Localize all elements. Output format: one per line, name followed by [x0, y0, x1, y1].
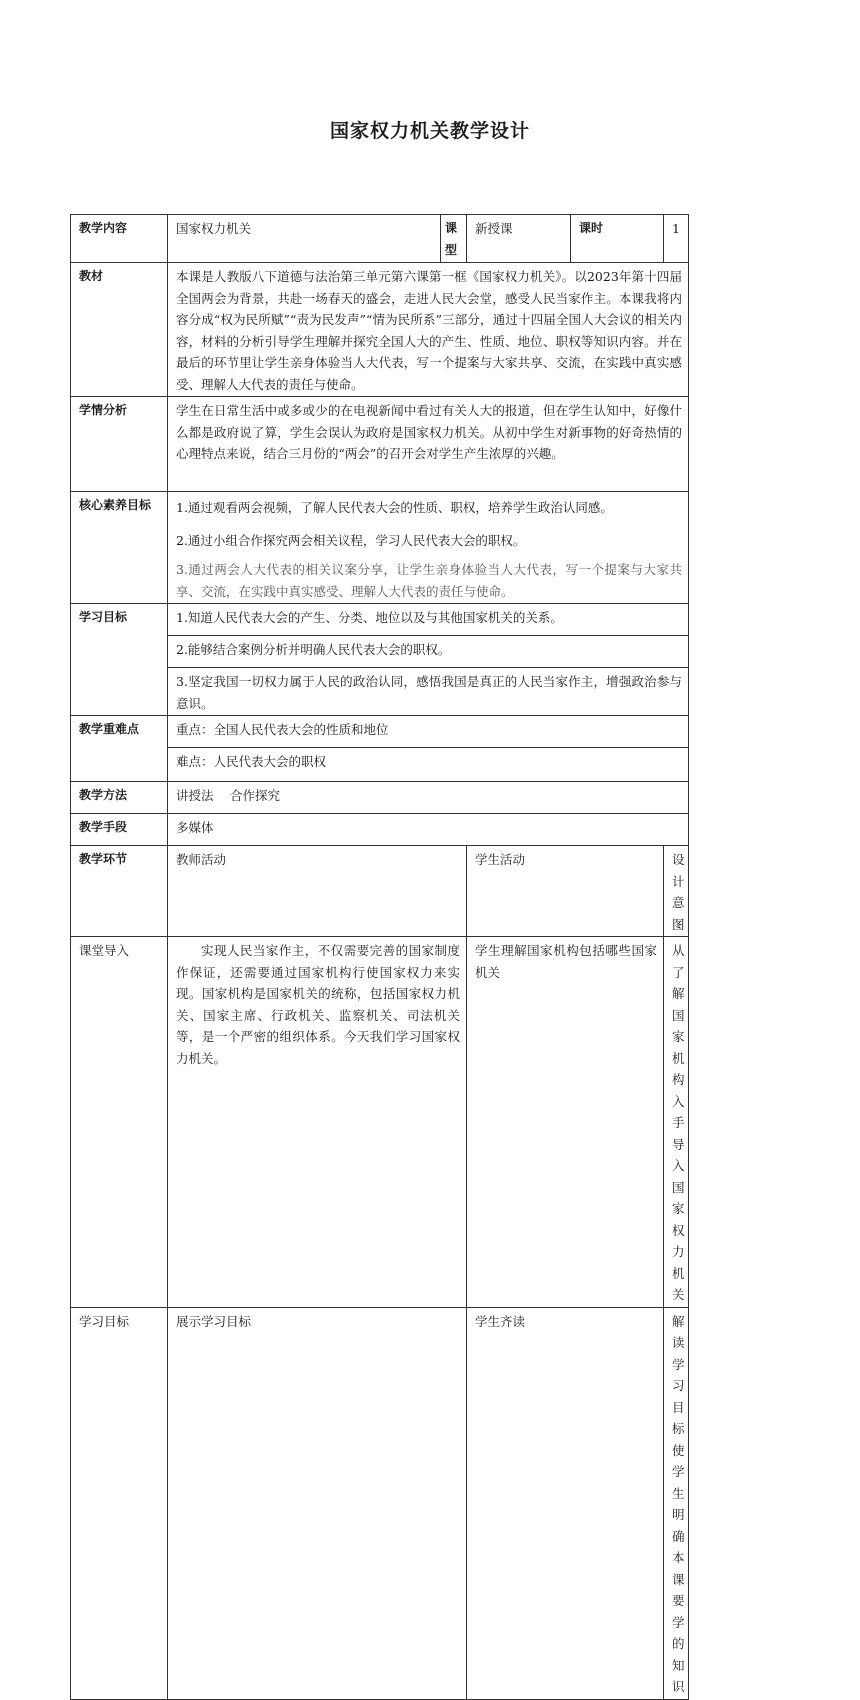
- hours-label: 课时: [571, 215, 664, 263]
- key-points-row: [71, 716, 689, 748]
- process-stage: 课堂导入: [71, 937, 168, 1308]
- student-activity: 学生齐读: [467, 1307, 664, 1699]
- core-literacy-item: 1.通过观看两会视频，了解人民代表大会的性质、职权，培养学生政治认同感。: [176, 500, 613, 515]
- hours-value: 1: [664, 215, 689, 263]
- method-label: 教学方法: [71, 782, 168, 814]
- learning-goals-label: 学习目标: [71, 604, 168, 716]
- design-intent: 解读学习目标使学生明确本课要学的知识: [664, 1307, 689, 1699]
- core-literacy-item: 2.通过小组合作探究两会相关议程，学习人民代表大会的职权。: [176, 532, 526, 548]
- means-value: 多媒体: [168, 814, 689, 846]
- type-label: 课型: [441, 215, 467, 263]
- core-literacy-cell: [168, 492, 689, 604]
- process-row: [71, 937, 689, 1308]
- process-stage: 学习目标: [71, 1307, 168, 1699]
- method-value: 讲授法 合作探究: [168, 782, 689, 814]
- content-label: 教学内容: [71, 215, 168, 263]
- method-row: [71, 782, 689, 814]
- textbook-row: [71, 263, 689, 397]
- core-literacy-row: [71, 492, 689, 604]
- core-literacy-label: 核心素养目标: [71, 492, 168, 604]
- type-value: 新授课: [467, 215, 571, 263]
- teacher-activity: 展示学习目标: [168, 1307, 467, 1699]
- teacher-activity: 实现人民当家作主，不仅需要完善的国家制度作保证，还需要通过国家机构行使国家权力来实现。国家机构是国家机关的统称，包括国家权力机关、国家主席、行政机关、监察机关、司法机关等，是一个严密的组织体系。今天我们学习国家权力机关。: [168, 937, 467, 1308]
- student-analysis-label: 学情分析: [71, 397, 168, 492]
- process-row: [71, 1307, 689, 1699]
- key-point-text: 重点：全国人民代表大会的性质和地位: [168, 716, 689, 748]
- key-points-label: 教学重难点: [71, 716, 168, 782]
- core-literacy-item: 3.通过两会人大代表的相关议案分享，让学生亲身体验当人大代表，写一个提案与大家共享、交流，在实践中真实感受、理解人大代表的责任与使命。: [176, 562, 682, 599]
- learning-goal-item: 3.坚定我国一切权力属于人民的政治认同，感悟我国是真正的人民当家作主，增强政治参与意识。: [168, 668, 689, 716]
- means-label: 教学手段: [71, 814, 168, 846]
- textbook-label: 教材: [71, 263, 168, 397]
- difficult-point-text: 难点：人民代表大会的职权: [168, 748, 689, 782]
- student-analysis-row: [71, 397, 689, 492]
- content-value: 国家权力机关: [168, 215, 441, 263]
- process-stage-header: 教学环节: [71, 846, 168, 937]
- process-teacher-header: 教师活动: [168, 846, 467, 937]
- student-activity: 学生理解国家机构包括哪些国家机关: [467, 937, 664, 1308]
- header-row: [71, 215, 689, 263]
- student-analysis-text: 学生在日常生活中或多或少的在电视新闻中看过有关人大的报道，但在学生认知中，好像什么都是政府说了算，学生会误认为政府是国家权力机关。从初中学生对新事物的好奇热情的心理特点来说，结合三月份的“两会”的召开会对学生产生浓厚的兴趣。: [168, 397, 689, 492]
- learning-goal-item: 2.能够结合案例分析并明确人民代表大会的职权。: [168, 636, 689, 668]
- process-student-header: 学生活动: [467, 846, 664, 937]
- process-intent-header: 设计意图: [664, 846, 689, 937]
- means-row: [71, 814, 689, 846]
- design-intent: 从了解国家机构入手导入国家权力机关: [664, 937, 689, 1308]
- process-header-row: [71, 846, 689, 937]
- lesson-plan-table: [70, 214, 689, 1700]
- page-title: 国家权力机关教学设计: [329, 120, 530, 142]
- learning-goal-row: [71, 604, 689, 636]
- learning-goal-item: 1.知道人民代表大会的产生、分类、地位以及与其他国家机关的关系。: [168, 604, 689, 636]
- textbook-text: 本课是人教版八下道德与法治第三单元第六课第一框《国家权力机关》。以2023年第十四届全国两会为背景，共赴一场春天的盛会，走进人民大会堂，感受人民当家作主。本课我将内容分成“权为民所赋”“责为民发声”“情为民所系”三部分，通过十四届全国人大会议的相关内容，材料的分析引导学生理解并探究全国人大的产生、性质、地位、职权等知识内容。并在最后的环节里让学生亲身体验当人大代表，写一个提案与大家共享、交流，在实践中真实感受、理解人大代表的责任与使命。: [168, 263, 689, 397]
